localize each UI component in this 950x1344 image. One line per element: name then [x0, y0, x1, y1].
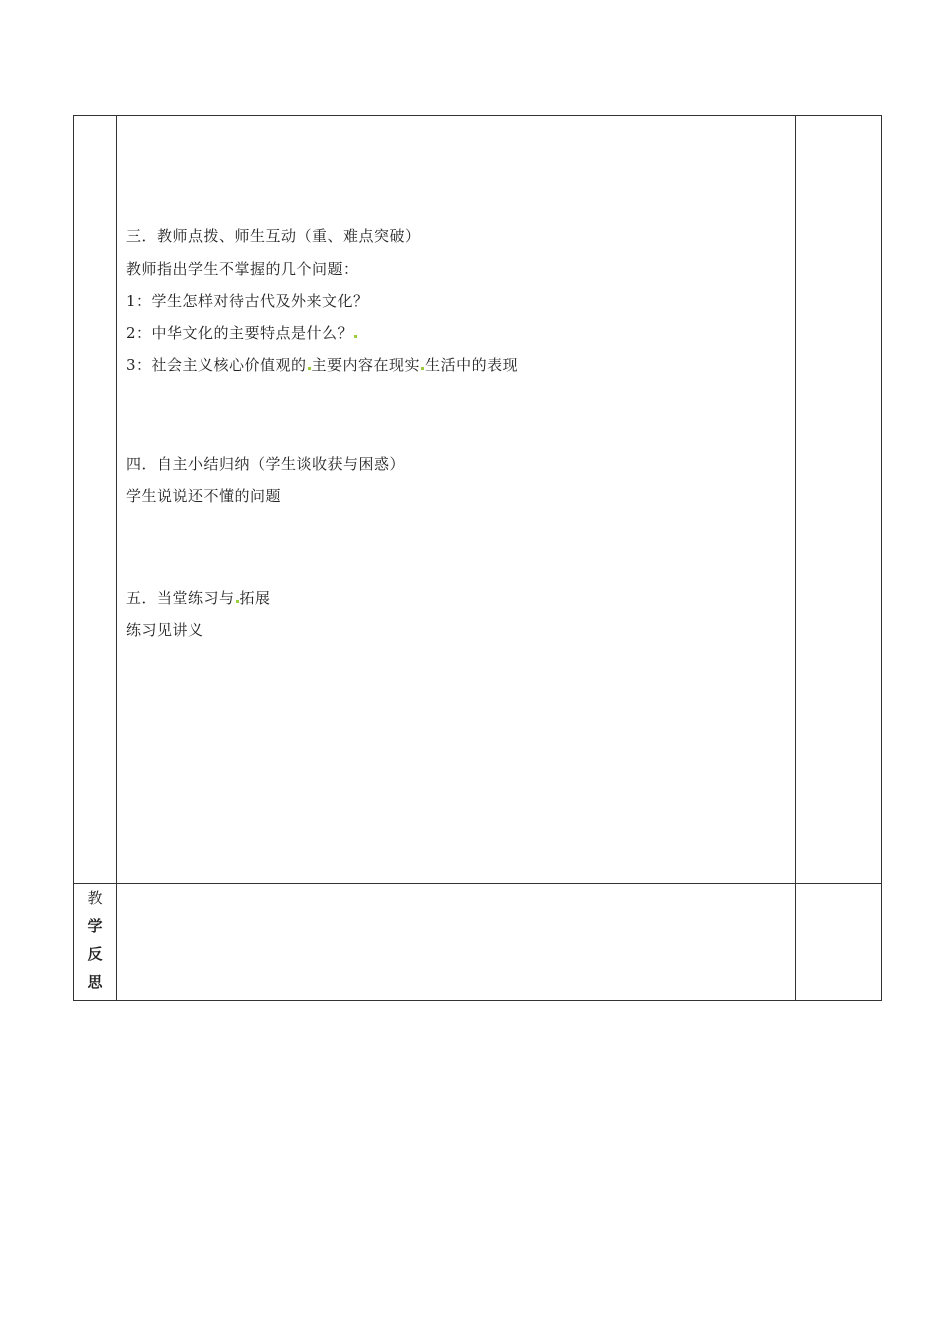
edit-mark: [308, 367, 311, 370]
question-3-text-c: 生活中的表现: [425, 356, 519, 374]
question-3: [126, 355, 518, 375]
question-3-text-b: 主要内容在现实: [311, 356, 421, 374]
edit-mark: [421, 367, 424, 370]
section3-intro: 教师指出学生不掌握的几个问题：: [126, 260, 359, 278]
reflection-label-char: 反: [87, 945, 103, 963]
table-row-reflection: [74, 884, 882, 1001]
main-content-cell: [117, 116, 796, 884]
question-2: [126, 323, 358, 343]
section4-heading: 四．自主小结归纳（学生谈收获与困惑）: [126, 455, 406, 473]
reflection-label-char: 学: [87, 917, 103, 935]
question-2-text: 2：中华文化的主要特点是什么？: [126, 324, 354, 342]
section5-body: 练习见讲义: [126, 621, 204, 639]
edit-mark: [354, 335, 357, 338]
right-note-cell: [796, 116, 882, 884]
section5-heading-text-b: 拓展: [239, 589, 271, 607]
section5-heading: [126, 588, 271, 608]
reflection-label-char: 思: [87, 973, 103, 991]
section3-heading: 三．教师点拨、师生互动（重、难点突破）: [126, 227, 421, 245]
question-3-text-a: 3：社会主义核心价值观的: [126, 356, 307, 374]
question-1: 1：学生怎样对待古代及外来文化？: [126, 292, 369, 310]
reflection-note-cell: [796, 884, 882, 1001]
reflection-label: [74, 884, 117, 1001]
left-label-cell: [74, 116, 117, 884]
table-row-main: [74, 116, 882, 884]
lesson-plan-table: [73, 115, 882, 1001]
section5-heading-text-a: 五．当堂练习与: [126, 589, 235, 607]
section4-body: 学生说说还不懂的问题: [126, 487, 282, 505]
edit-mark: [236, 600, 239, 603]
reflection-content-cell: [117, 884, 796, 1001]
reflection-label-char: 教: [87, 889, 103, 907]
